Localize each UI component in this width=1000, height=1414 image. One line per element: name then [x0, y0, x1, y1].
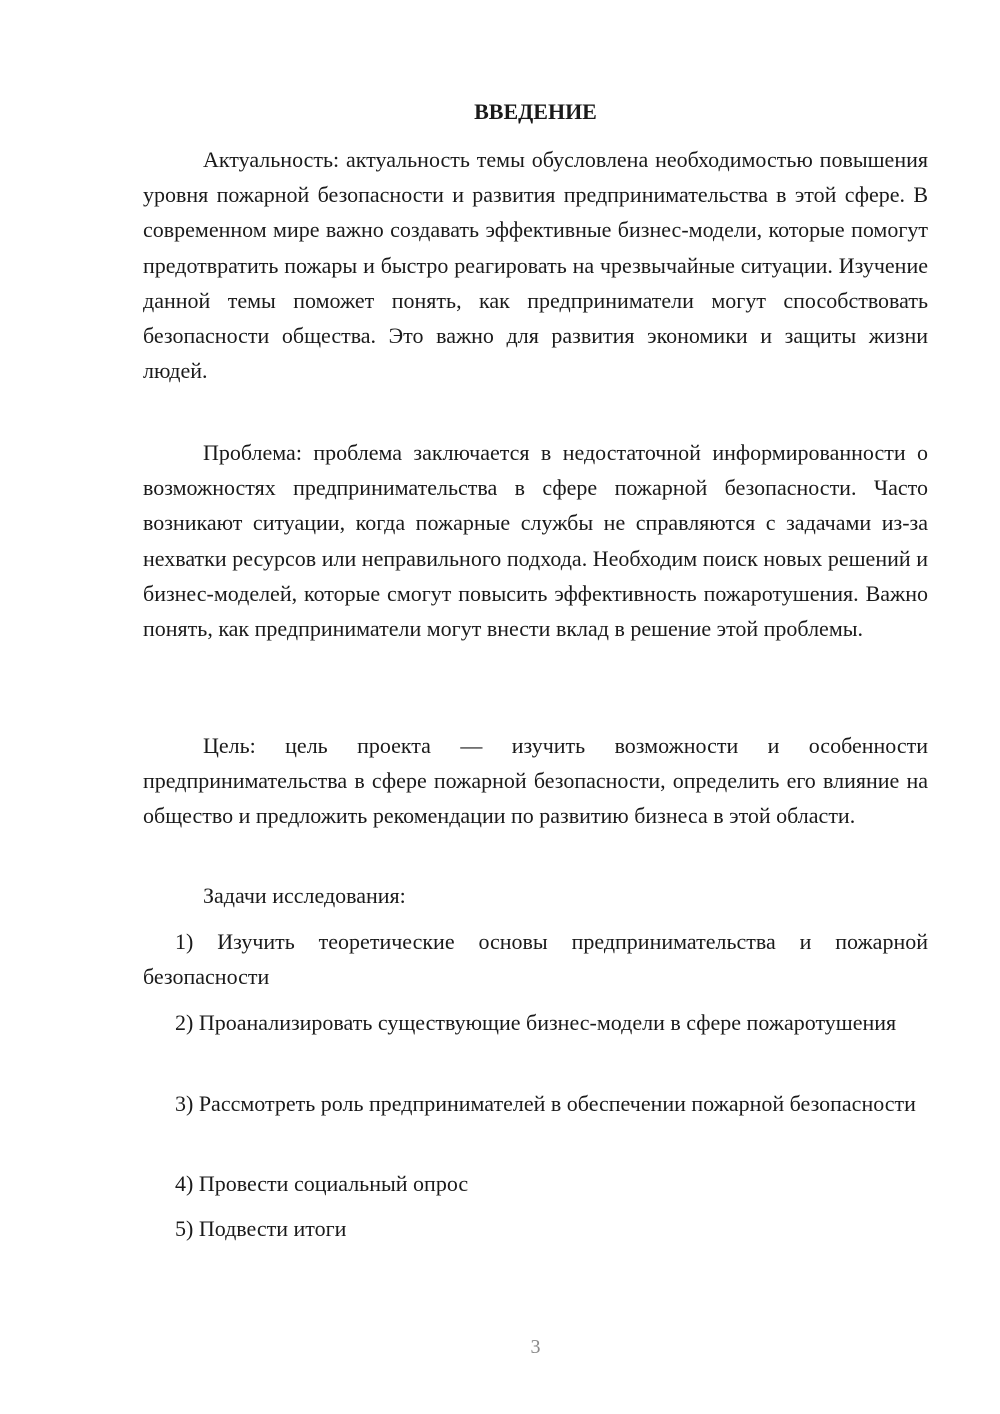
- task-item-1: 1) Изучить теоретические основы предпринимательства и пожарной безопасности: [143, 929, 928, 990]
- goal-paragraph: Цель: цель проекта — изучить возможности и особенности предпринимательства в сфере пожарной безопасности, определить его влияние на общество и предложить рекомендации по развитию бизнеса в этой области.: [143, 733, 928, 829]
- task-item-5: 5) Подвести итоги: [175, 1216, 347, 1241]
- section-title: ВВЕДЕНИЕ: [474, 99, 597, 124]
- task-item-3: 3) Рассмотреть роль предпринимателей в обеспечении пожарной безопасности: [175, 1091, 916, 1116]
- tasks-heading: Задачи исследования:: [203, 883, 406, 908]
- task-item-2: 2) Проанализировать существующие бизнес-модели в сфере пожаротушения: [175, 1010, 897, 1035]
- task-item-4: 4) Провести социальный опрос: [175, 1171, 469, 1196]
- document-page: [143, 0, 928, 1414]
- problem-paragraph: Проблема: проблема заключается в недостаточной информированности о возможностях предпринимательства в сфере пожарной безопасности. Часто возникают ситуации, когда пожарные службы не справляются с задачами из-за нехватки ресурсов или неправильного подхода. Необходим поиск новых решений и бизнес-моделей, которые смогут повысить эффективность пожаротушения. Важно понять, как предприниматели могут внести вклад в решение этой проблемы.: [143, 440, 928, 642]
- page-number: 3: [530, 1336, 541, 1358]
- relevance-paragraph: Актуальность: актуальность темы обусловлена необходимостью повышения уровня пожарной безопасности и развития предпринимательства в этой сфере. В современном мире важно создавать эффективные бизнес-модели, которые помогут предотвратить пожары и быстро реагировать на чрезвычайные ситуации. Изучение данной темы поможет понять, как предприниматели могут способствовать безопасности общества. Это важно для развития экономики и защиты жизни людей.: [143, 147, 928, 384]
